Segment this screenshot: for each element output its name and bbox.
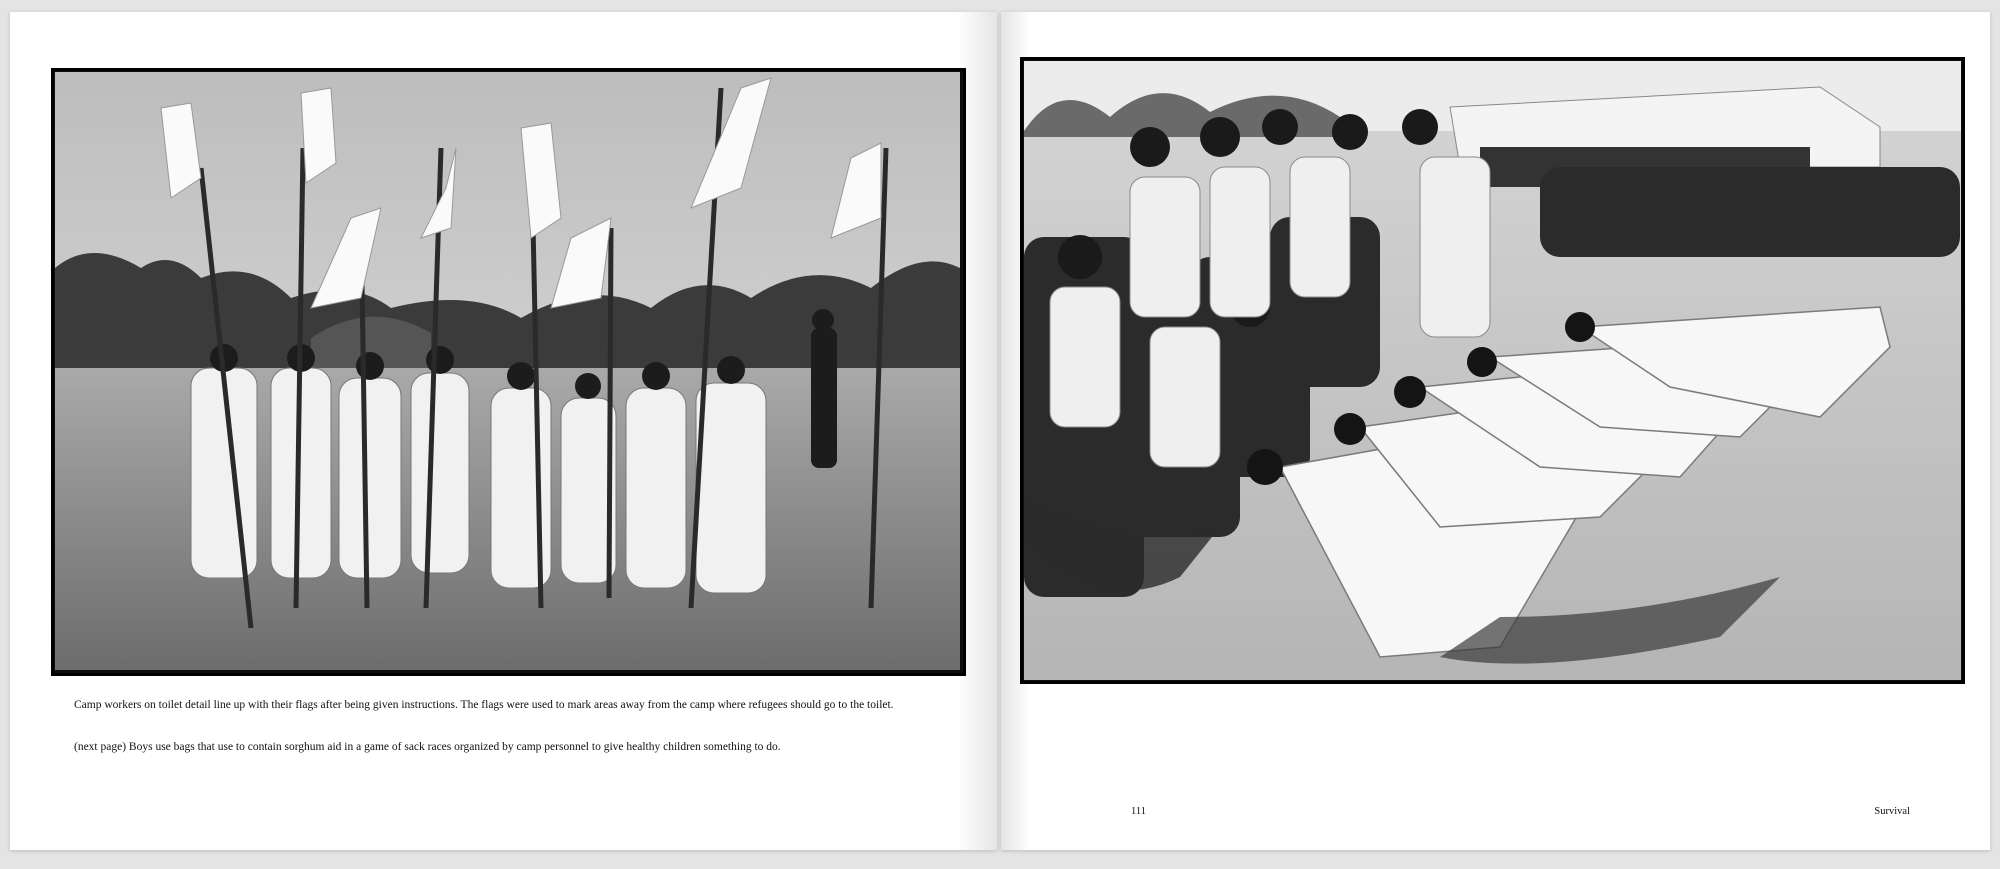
flag-workers-image — [51, 68, 966, 676]
right-page — [1001, 12, 1990, 850]
photo-sack-race — [1020, 57, 1965, 684]
sack-race-image — [1020, 57, 1965, 684]
photo-flag-workers — [51, 68, 966, 676]
running-title: Survival — [1874, 806, 1910, 817]
page-number: 111 — [1131, 806, 1146, 817]
next-page-caption: (next page) Boys use bags that use to contain sorghum aid in a game of sack races organized by camp personnel to give healthy children something to do. — [74, 741, 781, 753]
left-page — [10, 12, 997, 850]
photo-caption: Camp workers on toilet detail line up with their flags after being given instructions. The flags were used to mark areas away from the camp where refugees should go to the toilet. — [74, 699, 894, 711]
book-spread — [10, 12, 1990, 850]
